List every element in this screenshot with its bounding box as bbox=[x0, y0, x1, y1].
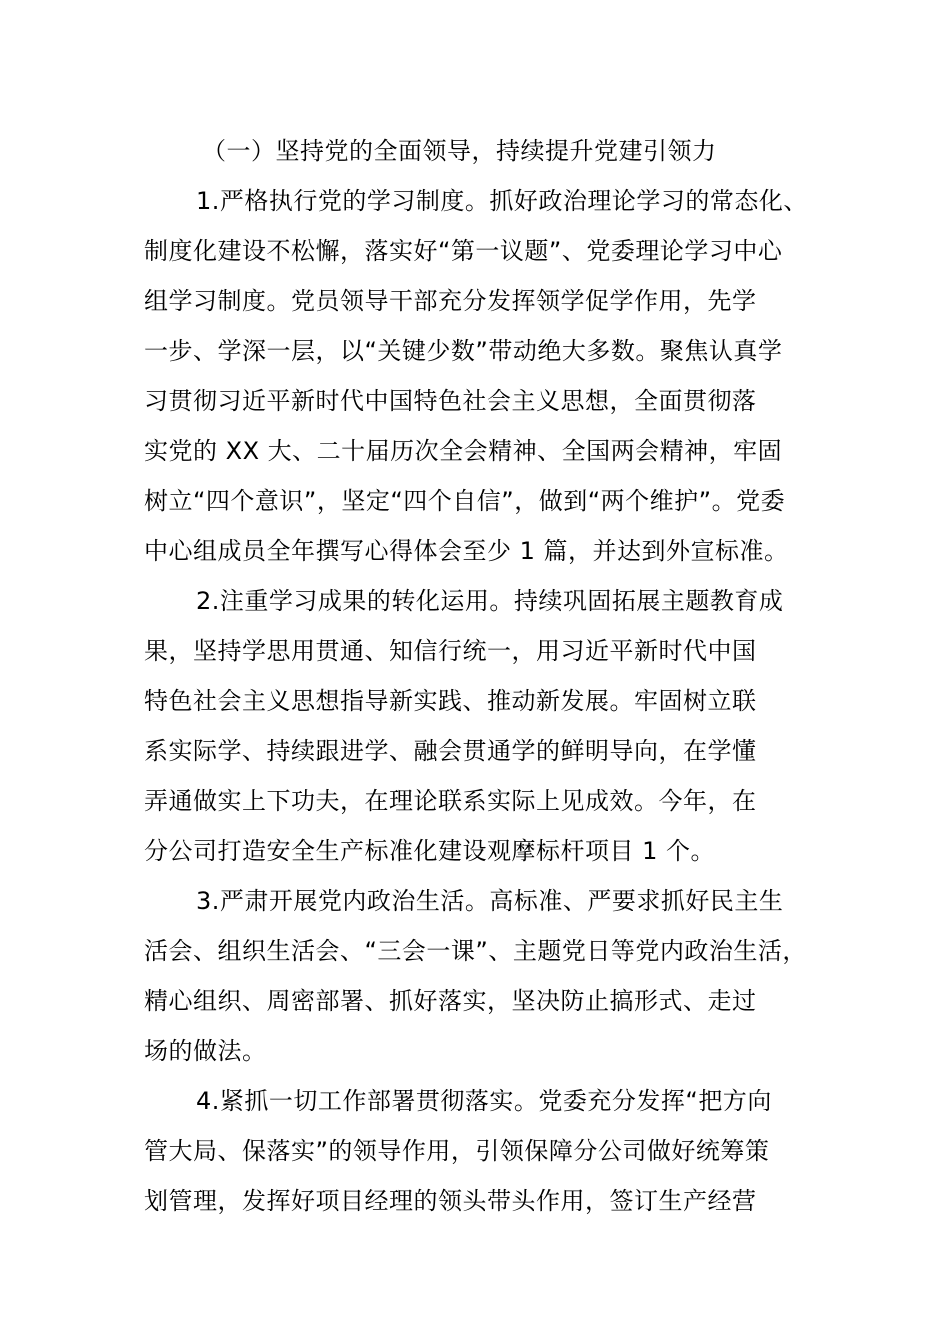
paragraph-4-line-2: 管大局、保落实”的领导作用，引领保障分公司做好统筹策 bbox=[144, 1137, 770, 1165]
paragraph-2-line-5: 弄通做实上下功夫，在理论联系实际上见成效。今年，在 bbox=[144, 787, 757, 815]
paragraph-1-line-6: 实党的 XX 大、二十届历次全会精神、全国两会精神，牢固 bbox=[144, 437, 783, 465]
paragraph-1-line-3: 组学习制度。党员领导干部充分发挥领学促学作用，先学 bbox=[144, 287, 757, 315]
paragraph-3-line-1: 3.严肃开展党内政治生活。高标准、严要求抓好民主生 bbox=[196, 887, 784, 915]
paragraph-1-line-8: 中心组成员全年撰写心得体会至少 1 篇，并达到外宣标准。 bbox=[144, 537, 789, 565]
paragraph-1-line-4: 一步、学深一层，以“关键少数”带动绝大多数。聚焦认真学 bbox=[144, 337, 783, 365]
paragraph-2-line-3: 特色社会主义思想指导新实践、推动新发展。牢固树立联 bbox=[144, 687, 757, 715]
paragraph-2-line-2: 果，坚持学思用贯通、知信行统一，用习近平新时代中国 bbox=[144, 637, 757, 665]
paragraph-1-line-2: 制度化建设不松懈，落实好“第一议题”、党委理论学习中心 bbox=[144, 237, 783, 265]
paragraph-3-line-4: 场的做法。 bbox=[144, 1037, 267, 1065]
paragraph-1-line-7: 树立“四个意识”，坚定“四个自信”，做到“两个维护”。党委 bbox=[144, 487, 786, 515]
section-heading: （一）坚持党的全面领导，持续提升党建引领力 bbox=[202, 137, 717, 165]
paragraph-2-line-4: 系实际学、持续跟进学、融会贯通学的鲜明导向，在学懂 bbox=[144, 737, 757, 765]
paragraph-3-line-2: 活会、组织生活会、“三会一课”、主题党日等党内政治生活， bbox=[144, 937, 807, 965]
paragraph-4-line-3: 划管理，发挥好项目经理的领头带头作用，签订生产经营 bbox=[144, 1187, 757, 1215]
paragraph-1-line-5: 习贯彻习近平新时代中国特色社会主义思想，全面贯彻落 bbox=[144, 387, 757, 415]
paragraph-2-line-6: 分公司打造安全生产标准化建设观摩标杆项目 1 个。 bbox=[144, 837, 716, 865]
paragraph-3-line-3: 精心组织、周密部署、抓好落实，坚决防止搞形式、走过 bbox=[144, 987, 757, 1015]
paragraph-2-line-1: 2.注重学习成果的转化运用。持续巩固拓展主题教育成 bbox=[196, 587, 784, 615]
paragraph-4-line-1: 4.紧抓一切工作部署贯彻落实。党委充分发挥“把方向 bbox=[196, 1087, 772, 1115]
paragraph-1-line-1: 1.严格执行党的学习制度。抓好政治理论学习的常态化、 bbox=[196, 187, 808, 215]
